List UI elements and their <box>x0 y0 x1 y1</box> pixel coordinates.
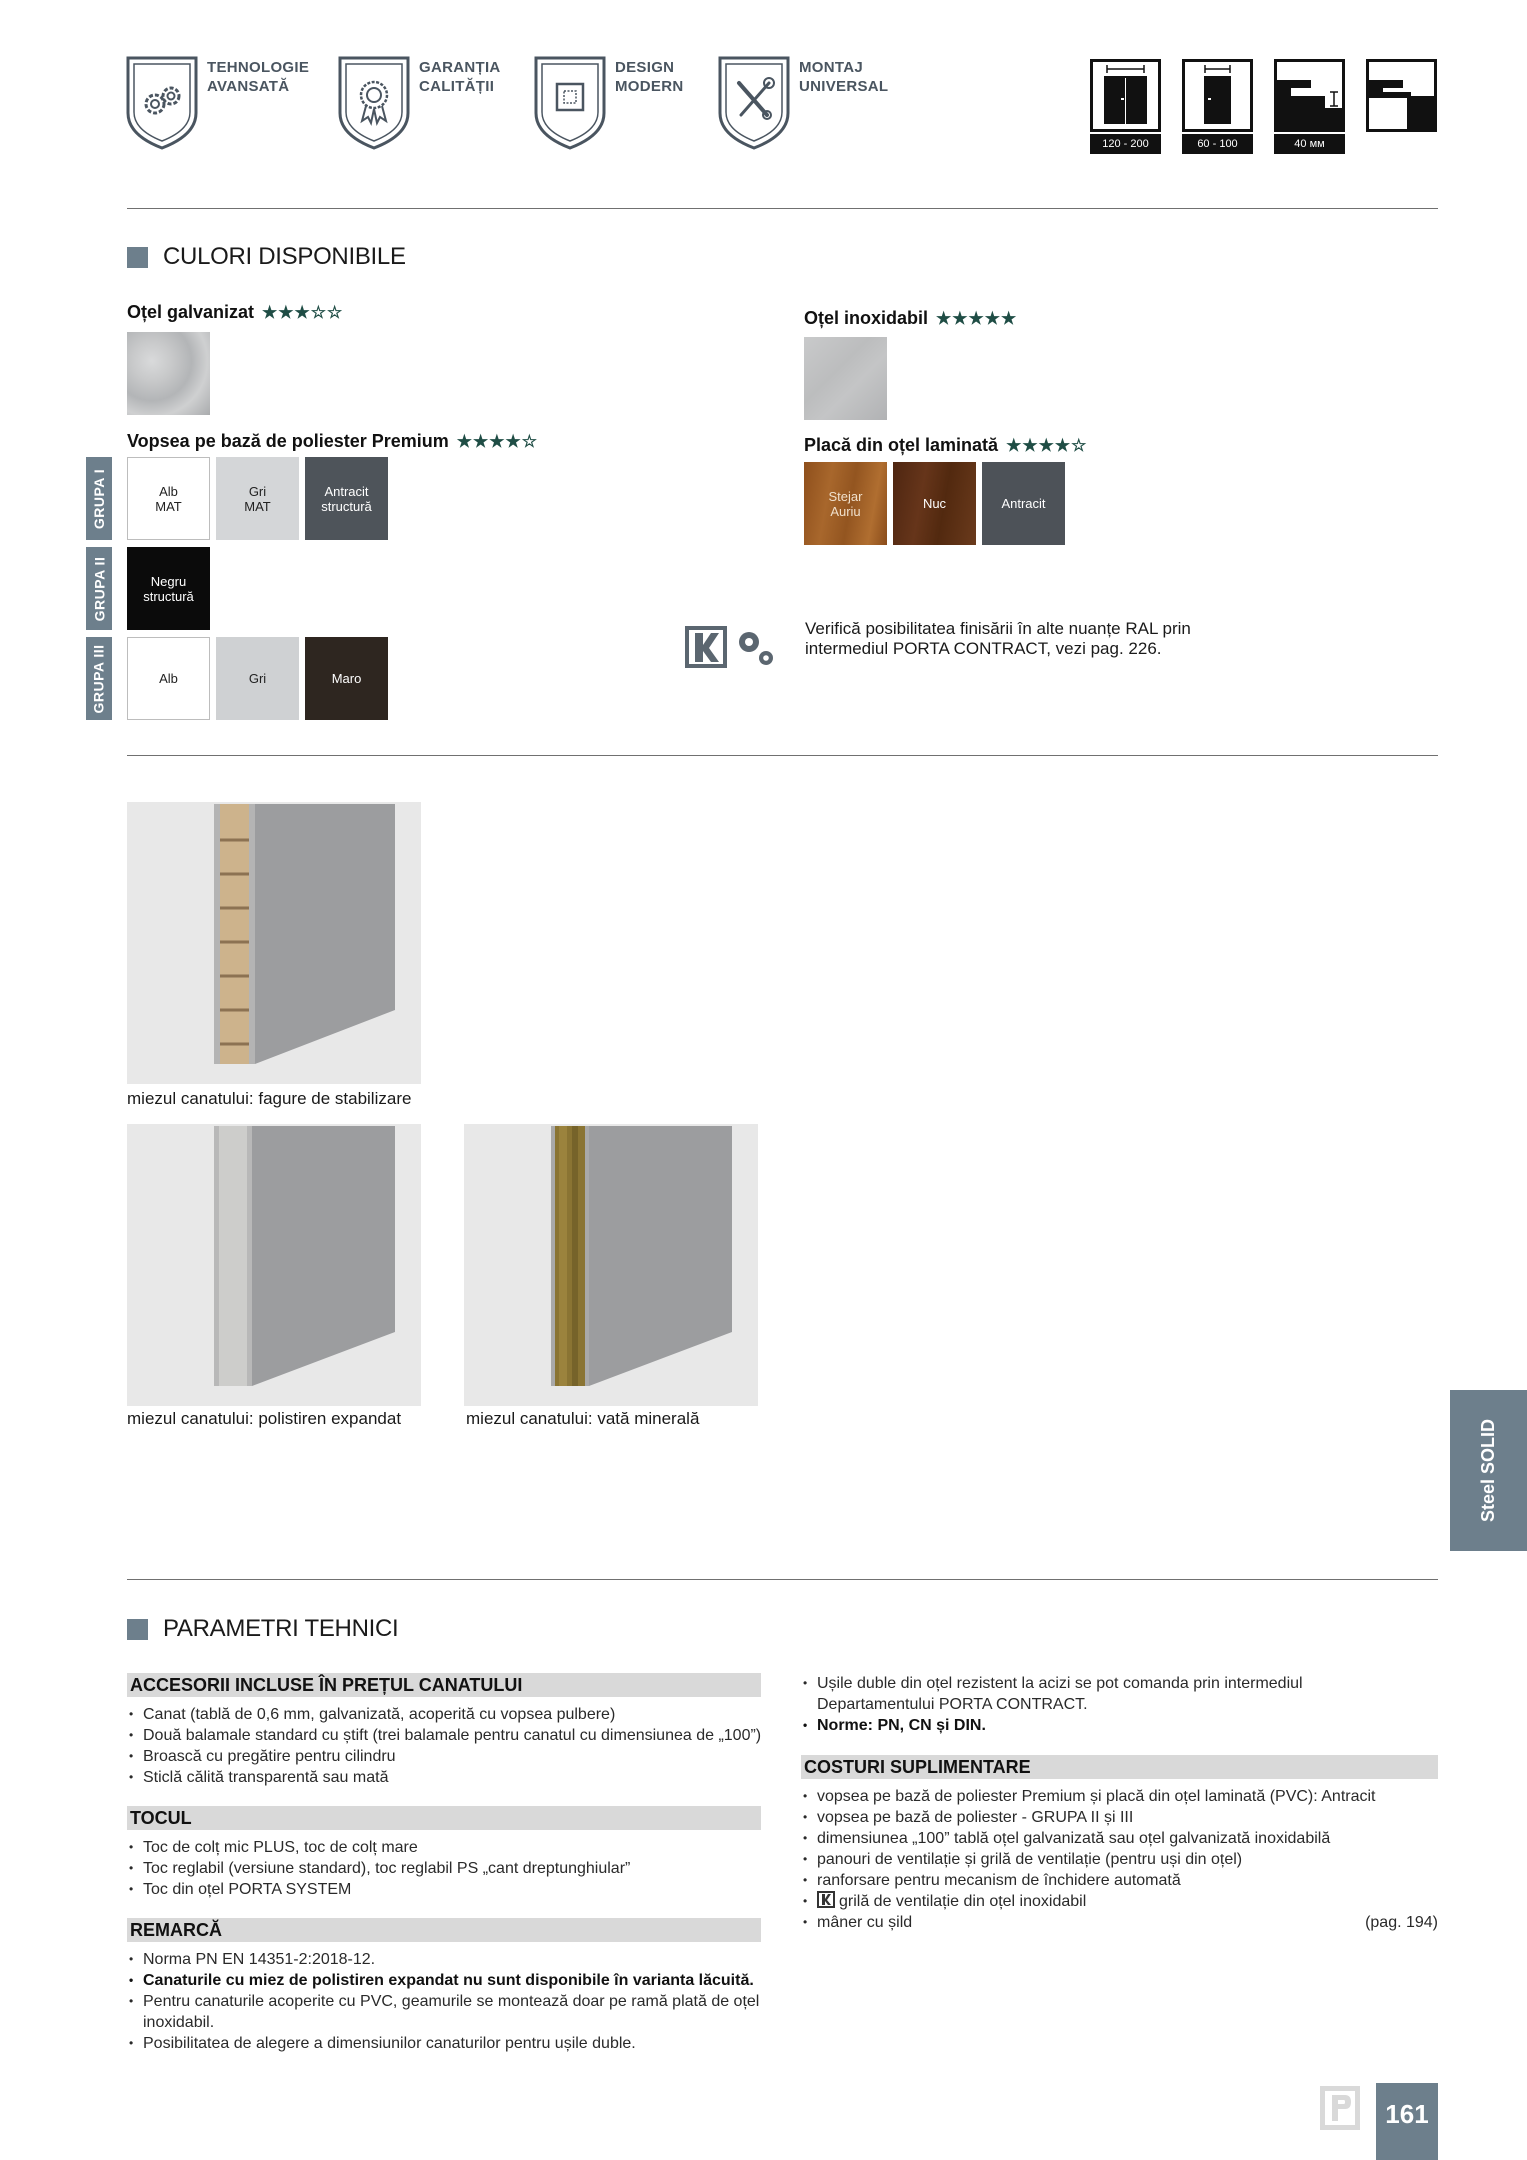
galvanizat-title-text: Oțel galvanizat <box>127 302 255 322</box>
inoxidabil-title-text: Oțel inoxidabil <box>804 308 929 328</box>
single-door-width-icon <box>1182 59 1253 132</box>
leaf-thickness-icon <box>1274 59 1345 132</box>
mineral-wool-caption: miezul canatului: vată minerală <box>466 1409 700 1428</box>
honeycomb-caption: miezul canatului: fagure de stabilizare <box>127 1089 412 1108</box>
list-item: • Broască cu pregătire pentru cilindru <box>127 1746 767 1767</box>
swatch-stejar-auriu <box>804 462 887 545</box>
swatch-antracit-structura <box>305 457 388 540</box>
star-icon: ★ <box>952 309 968 328</box>
design-chip-icon <box>533 55 607 151</box>
divider <box>127 1579 1438 1580</box>
galvanizat-title <box>127 302 343 323</box>
star-icon: ★ <box>262 303 278 322</box>
dimension-label: 40 мм <box>1274 134 1345 154</box>
badge-label: MONTAJ UNIVERSAL <box>799 59 889 95</box>
badge-label: TEHNOLOGIE AVANSATĂ <box>207 59 310 95</box>
list-item: • Ușile duble din oțel rezistent la acizi se pot comanda prin intermediul Departamentului PORTA CONTRACT. <box>801 1673 1341 1715</box>
list-item: • Posibilitatea de alegere a dimensiunilor canaturilor pentru ușile duble. <box>127 2033 767 2054</box>
swatch-label: Stejar Auriu <box>828 488 863 519</box>
grupa-ii-label: GRUPA II <box>86 547 112 630</box>
costuri-heading: COSTURI SUPLIMENTARE <box>801 1755 1438 1779</box>
list-item: • vopsea pe bază de poliester - GRUPA II și III <box>801 1807 1438 1828</box>
list-item: • Sticlă călită transparentă sau mată <box>127 1767 767 1788</box>
swatch-label: Gri MAT <box>244 483 271 514</box>
colors-section-title <box>127 242 406 272</box>
poliester-title <box>127 431 538 452</box>
list-item: • panouri de ventilație și grilă de ventilație (pentru uși din oțel) <box>801 1849 1438 1870</box>
star-outline-icon: ☆ <box>327 303 343 322</box>
inoxidabil-title <box>804 308 1017 329</box>
list-item: • Norma PN EN 14351-2:2018-12. <box>127 1949 767 1970</box>
star-icon: ★ <box>1006 436 1022 455</box>
star-icon: ★ <box>936 309 952 328</box>
stainless-steel-swatch <box>804 337 887 420</box>
tocul-heading: TOCUL <box>127 1806 761 1830</box>
star-outline-icon: ☆ <box>310 303 327 322</box>
list-item-k <box>801 1891 1438 1912</box>
star-icon: ★ <box>1038 436 1054 455</box>
swatch-gri <box>216 637 299 720</box>
porta-logo-icon <box>1320 2086 1360 2130</box>
swatch-label: Gri <box>248 671 267 686</box>
swatch-maro <box>305 637 388 720</box>
accesorii-heading: ACCESORII INCLUSE ÎN PREȚUL CANATULUI <box>127 1673 761 1697</box>
swatch-label: Negru structură <box>143 573 194 604</box>
remarca-heading: REMARCĂ <box>127 1918 761 1942</box>
rating-stars <box>457 433 538 450</box>
swatch-antracit-laminat <box>982 462 1065 545</box>
star-icon: ★ <box>984 309 1001 328</box>
list-item: • vopsea pe bază de poliester Premium și placă din oțel laminată (PVC): Antracit <box>801 1786 1438 1807</box>
list-item: • Toc reglabil (versiune standard), toc reglabil PS „cant dreptunghiular” <box>127 1858 767 1879</box>
star-icon: ★ <box>1001 309 1017 328</box>
list-item: • Toc din oțel PORTA SYSTEM <box>127 1879 767 1900</box>
double-door-width-icon <box>1090 59 1161 132</box>
badge-label: DESIGN MODERN <box>615 59 684 95</box>
list-item <box>801 1912 1438 1933</box>
swatch-alb <box>127 637 210 720</box>
page-ref: (pag. 194) <box>1365 1914 1438 1931</box>
side-tab <box>1450 1390 1527 1551</box>
honeycomb-core-photo <box>127 802 421 1084</box>
quality-seal-icon <box>337 55 411 151</box>
gears-icon <box>125 55 199 151</box>
polystyrene-core-photo <box>127 1124 421 1406</box>
divider <box>127 755 1438 756</box>
swatch-label: Antracit structură <box>321 483 372 514</box>
star-outline-icon: ☆ <box>521 432 538 451</box>
swatch-alb-mat <box>127 457 210 540</box>
section-marker <box>127 247 148 268</box>
star-icon: ★ <box>294 303 310 322</box>
colors-title-text: CULORI DISPONIBILE <box>163 243 406 270</box>
list-item: • Canat (tablă de 0,6 mm, galvanizată, acoperită cu vopsea pulbere) <box>127 1704 767 1725</box>
list-item: • Norme: PN, CN și DIN. <box>801 1715 1341 1736</box>
frame-profile-icon <box>1366 59 1437 132</box>
grupa-iii-label: GRUPA III <box>86 637 112 720</box>
poliester-title-text: Vopsea pe bază de poliester Premium <box>127 431 449 451</box>
section-marker <box>127 1619 148 1640</box>
laminata-title-text: Placă din oțel laminată <box>804 435 999 455</box>
polystyrene-caption: miezul canatului: polistiren expandat <box>127 1409 402 1428</box>
swatch-label: Antracit <box>1001 496 1046 511</box>
tocul-list <box>127 1837 767 1900</box>
list-item: • Toc de colț mic PLUS, toc de colț mare <box>127 1837 767 1858</box>
list-item-text: grilă de ventilație din oțel inoxidabil <box>839 1893 1087 1910</box>
rating-stars <box>262 304 343 321</box>
list-item: • dimensiunea „100” tablă oțel galvanizată sau oțel galvanizată inoxidabilă <box>801 1828 1438 1849</box>
badge-label: GARANȚIA CALITĂȚII <box>419 59 501 95</box>
star-icon: ★ <box>1022 436 1038 455</box>
page-number: 161 <box>1376 2083 1438 2160</box>
list-item: • ranforsare pentru mecanism de închidere automată <box>801 1870 1438 1891</box>
list-item: • Canaturile cu miez de polistiren expandat nu sunt disponibile în varianta lăcuită. <box>127 1970 767 1991</box>
accesorii-list <box>127 1704 767 1788</box>
star-icon: ★ <box>1054 436 1071 455</box>
star-icon: ★ <box>456 432 473 451</box>
params-title-text: PARAMETRI TEHNICI <box>163 1615 399 1642</box>
swatch-label: Nuc <box>922 496 947 511</box>
swatch-negru-structura <box>127 547 210 630</box>
list-item: • Pentru canaturile acoperite cu PVC, geamurile se montează doar pe ramă plată de oțel inoxidabil. <box>127 1991 767 2033</box>
list-item-text: mâner cu șild <box>817 1914 913 1931</box>
costuri-list <box>801 1786 1438 1933</box>
swatch-gri-mat <box>216 457 299 540</box>
porta-contract-icon <box>683 624 781 672</box>
rating-stars <box>1006 437 1087 454</box>
star-outline-icon: ☆ <box>1071 436 1087 455</box>
side-tab-label: Steel SOLID <box>1478 1418 1498 1523</box>
star-icon: ★ <box>505 432 521 451</box>
porta-contract-small-icon <box>817 1891 835 1908</box>
swatch-nuc <box>893 462 976 545</box>
list-item: • Două balamale standard cu știft (trei balamale pentru canatul cu dimensiunea de „100”) <box>127 1725 767 1746</box>
dimension-label: 60 - 100 <box>1182 134 1253 154</box>
params-section-title <box>127 1614 398 1644</box>
star-icon: ★ <box>473 432 489 451</box>
rating-stars <box>936 310 1017 327</box>
star-icon: ★ <box>278 303 294 322</box>
swatch-label: Alb MAT <box>155 483 182 514</box>
galvanized-steel-swatch <box>127 332 210 415</box>
tools-icon <box>717 55 791 151</box>
star-icon: ★ <box>489 432 505 451</box>
mineral-wool-core-photo <box>464 1124 758 1406</box>
divider <box>127 208 1438 209</box>
dimension-label: 120 - 200 <box>1090 134 1161 154</box>
star-icon: ★ <box>968 309 984 328</box>
laminata-title <box>804 435 1087 456</box>
right-notes-list <box>801 1673 1341 1736</box>
ral-note: Verifică posibilitatea finisării în alte nuanțe RAL prin intermediul PORTA CONTRACT, vezi pag. 226. <box>805 619 1191 658</box>
swatch-label: Alb <box>159 671 178 686</box>
remarca-list <box>127 1949 767 2054</box>
swatch-label: Maro <box>331 671 362 686</box>
grupa-i-label: GRUPA I <box>86 457 112 540</box>
